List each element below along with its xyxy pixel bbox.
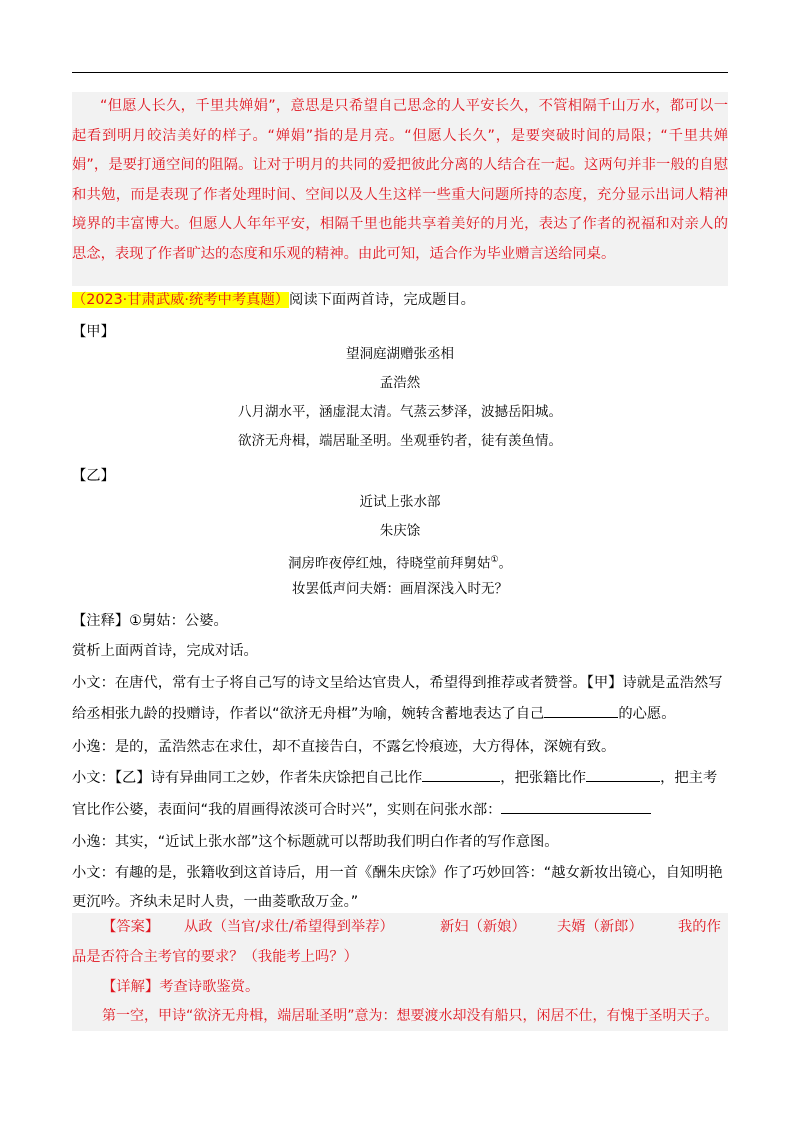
answer-blank-2[interactable] xyxy=(422,767,500,782)
answer-1: 从政（当官/求仕/希望得到举荐） xyxy=(184,919,394,935)
answer-3: 夫婿（新郎） xyxy=(557,919,643,935)
question-header xyxy=(72,286,728,314)
question-instruction: 阅读下面两首诗，完成题目。 xyxy=(289,292,475,308)
dialogue-3-text-a: 小文：【乙】诗有异曲同工之妙，作者朱庆馀把自己比作 xyxy=(72,770,423,786)
annotation-note: 【注释】①舅姑：公婆。 xyxy=(72,613,228,629)
poem-b-title: 近试上张水部 xyxy=(359,494,441,510)
answer-blank-3[interactable] xyxy=(586,767,660,782)
detail-row xyxy=(72,973,728,1003)
dialogue-2: 小逸：是的，孟浩然志在求仕，却不直接告白，不露乞怜痕迹，大方得体，深婉有致。 xyxy=(72,739,616,755)
dialogue-3-text-d: 官比作公婆，表面问“我的眉画得浓淡可合时兴”，实则在问张水部： xyxy=(72,802,502,818)
dialogue-1-end: 的心愿。 xyxy=(618,706,676,722)
dialogue-1-text: 给丞相张九龄的投赠诗，作者以“欲济无舟楫”为喻，婉转含蓄地表达了自己 xyxy=(72,706,545,722)
answer-4-start: 我的作 xyxy=(678,919,721,935)
poem-a-line-2: 欲济无舟楫，端居耻圣明。坐观垂钓者，徒有羡鱼情。 xyxy=(238,433,562,449)
poem-b-tag: 【乙】 xyxy=(72,468,115,484)
dialogue-1-line-1: 小文：在唐代，常有士子将自己写的诗文呈给达官贵人，希望得到推荐或者赞誉。【甲】诗就是孟浩然写 xyxy=(72,675,723,691)
dialogue-3-line-2 xyxy=(72,796,728,824)
detail-first-blank xyxy=(72,1002,728,1032)
answer-blank-4[interactable] xyxy=(501,799,651,814)
answer-2: 新妇（新娘） xyxy=(440,919,526,935)
dialogue-4: 小逸：其实，“近试上张水部”这个标题就可以帮助我们明白作者的写作意图。 xyxy=(72,834,559,850)
question-source-tag: （2023·甘肃武威·统考中考真题） xyxy=(72,292,290,308)
poem-b-line-2: 妆罢低声问夫婿：画眉深浅入时无？ xyxy=(292,581,508,597)
dialogue-3-text-b: ，把张籍比作 xyxy=(500,770,587,786)
explanation-text: “但愿人长久，千里共婵娟”，意思是只希望自己思念的人平安长久，不管相隔千山万水，都可以一起看到明月皎洁美好的样子。“婵娟”指的是月亮。“但愿人长久”，是要突破时间的局限；“千里共婵娟”，是要打通空间的阻隔。让对于明月的共同的爱把彼此分离的人结合在一起。这两句并非一般的自慰和共勉，而是表现了作者处理时间、空间以及人生这样一些重大问题所持的态度，充分显示出词人精神境界的丰富博大。但愿人人年年平安，相隔千里也能共享着美好的月光，表达了作者的祝福和对亲人的思念，表现了作者旷达的态度和乐观的精神。由此可知，适合作为毕业赠言送给同桌。 xyxy=(72,98,728,262)
answer-label: 【答案】 xyxy=(102,919,160,935)
poem-b-line-1-text: 洞房昨夜停红烛，待晓堂前拜舅姑 xyxy=(287,555,491,572)
poem-b-line-1 xyxy=(72,546,728,578)
task-instruction: 赏析上面两首诗，完成对话。 xyxy=(72,643,258,659)
answer-blank-1[interactable] xyxy=(544,703,618,718)
dialogue-5-line-1: 小文：有趣的是，张籍收到这首诗后，用一首《酬朱庆馀》作了巧妙回答：“越女新妆出镜心，自知明艳 xyxy=(72,865,723,881)
header-rule xyxy=(72,72,728,73)
dialogue-3-line-1 xyxy=(72,764,728,792)
detail-label: 【详解】 xyxy=(102,979,160,995)
dialogue-1-line-2 xyxy=(72,700,728,728)
explanation-block xyxy=(72,92,728,286)
poem-a-author: 孟浩然 xyxy=(379,375,421,391)
dialogue-3-text-c: ，把主考 xyxy=(660,770,718,786)
poem-b-line-1-end: 。 xyxy=(498,555,513,572)
poem-a-line-1: 八月湖水平，涵虚混太清。气蒸云梦泽，波撼岳阳城。 xyxy=(238,404,562,420)
poem-b-author: 朱庆馀 xyxy=(379,523,421,539)
answer-row-2: 品是否符合主考官的要求？（我能考上吗？） xyxy=(72,949,358,965)
detail-text: 考查诗歌鉴赏。 xyxy=(159,979,260,995)
dialogue-5-line-2: 更沉吟。齐纨未足时人贵，一曲菱歌敌万金。” xyxy=(72,894,359,910)
footnote-marker: ① xyxy=(490,555,499,565)
poem-a-tag: 【甲】 xyxy=(72,324,115,340)
poem-a-title: 望洞庭湖赠张丞相 xyxy=(346,346,454,362)
detail-first-blank-text: 第一空，甲诗“欲济无舟楫，端居耻圣明”意为：想要渡水却没有船只，闲居不仕，有愧于圣明天子。 xyxy=(102,1008,719,1024)
